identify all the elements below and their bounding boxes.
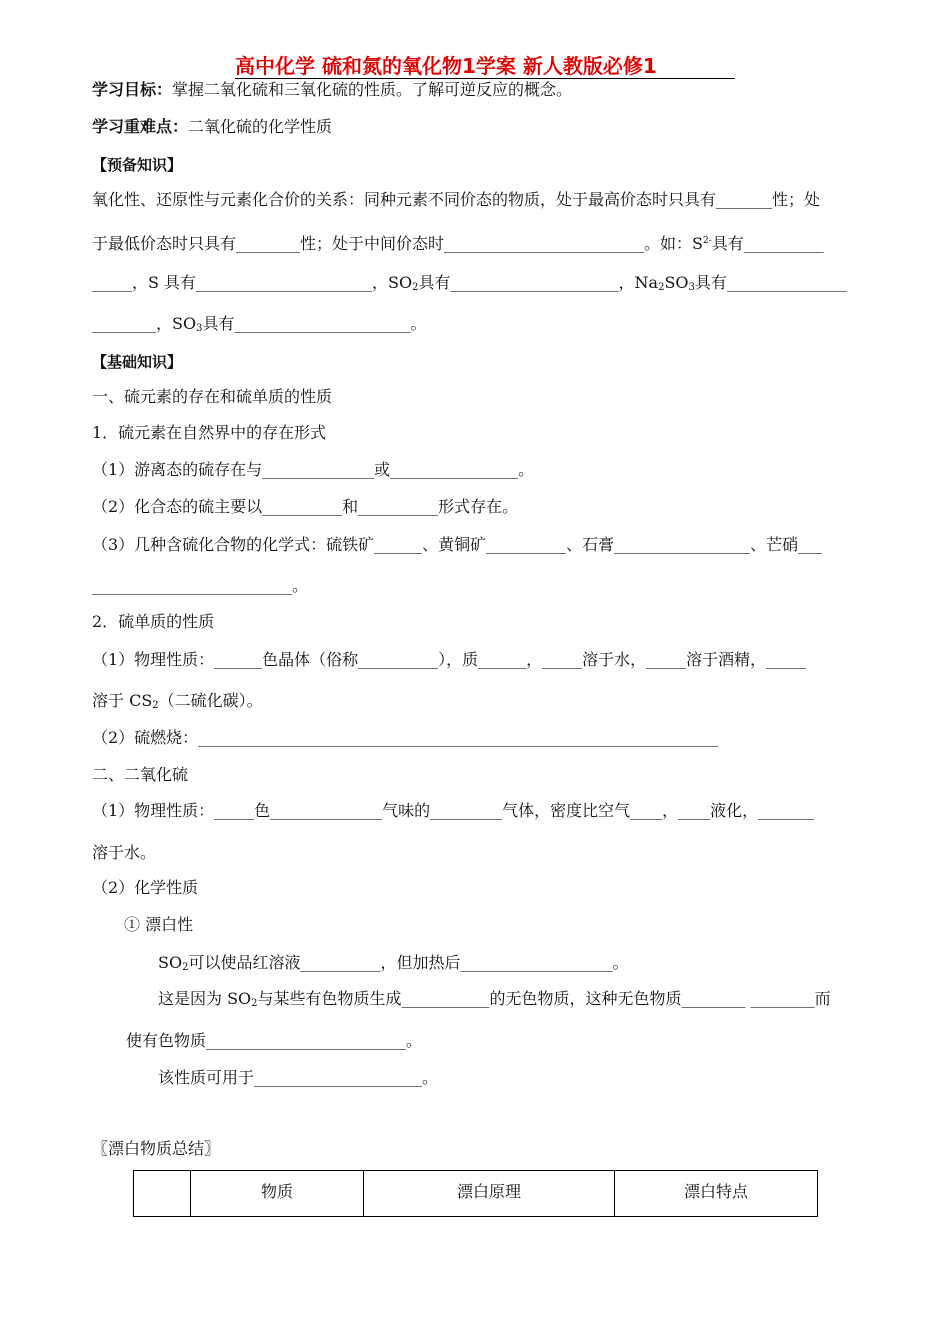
item-2-2-b-text-b: 可以使品红溶液__________，但加热后___________________。 [188,953,629,972]
table-header-cell: 物质 [191,1171,364,1217]
prep-line-4-text: ________，SO [92,314,197,333]
item-1-1-c: （3）几种含硫化合物的化学式：硫铁矿______、黄铜矿__________、石膏_________________、芒硝___ [92,535,823,554]
prep-line-3-text: _____，S 具有______________________，SO [92,273,413,292]
subscript: 3 [688,282,695,293]
item-1-2-a-cont [92,691,263,716]
item-2-2-c-text-b: 与某些有色物质生成___________的无色物质，这种无色物质________ ________而 [257,989,831,1008]
item-1-1-a: （1）游离态的硫存在与______________或________________。 [92,460,535,479]
item-2-1-cont: 溶于水。 [92,843,157,862]
learning-goal [92,80,572,100]
prep-line-4-text-b: 具有______________________。 [202,314,427,333]
item-2-2-c-text: 这是因为 SO [158,989,252,1008]
item-2-1: （1）物理性质：_____色______________气味的_________气体，密度比空气____，____液化，_______ [92,801,815,820]
learning-goal-label: 学习目标： [92,80,173,99]
basic-heading: 【基础知识】 [92,353,183,371]
subscript: 2 [182,962,189,973]
key-point-label: 学习重难点： [92,117,189,136]
item-1-1-c-cont: _________________________。 [92,576,309,595]
subsection-1-2: 2．硫单质的性质 [92,612,215,631]
summary-heading: 〖漂白物质总结〗 [92,1139,221,1158]
key-point [92,117,332,137]
subscript: 2 [658,282,665,293]
prep-line-1: 氧化性、还原性与元素化合价的关系：同种元素不同价态的物质，处于最高价态时只具有_______性；处 [92,190,821,209]
learning-goal-text: 掌握二氧化硫和三氧化硫的性质。了解可逆反应的概念。 [172,80,573,99]
prep-line-2-text: 于最低价态时只具有________性；处于中间价态时_________________________。如：S [92,234,703,253]
item-2-2: （2）化学性质 [92,878,199,897]
prep-line-2-text-b: 具有__________ [711,234,824,253]
subscript: 2 [152,700,159,711]
prep-line-3-text-c: SO [664,273,689,292]
prep-line-2 [92,231,824,254]
table-header-cell: 漂白原理 [364,1171,615,1217]
item-1-1-b: （2）化合态的硫主要以__________和__________形式存在。 [92,497,519,516]
item-2-2-e: 该性质可用于_____________________。 [158,1068,439,1087]
prep-line-3 [92,273,847,298]
item-2-2-d: 使有色物质_________________________。 [126,1031,423,1050]
key-point-text: 二氧化硫的化学性质 [188,117,333,136]
item-2-2-b-text: SO [158,953,183,972]
table-header-row [134,1171,818,1217]
section-1-heading: 一、硫元素的存在和硫单质的性质 [92,387,333,406]
item-1-2-a: （1）物理性质：______色晶体（俗称__________），质______，_____溶于水，_____溶于酒精，_____ [92,650,807,669]
table-header-cell [134,1171,191,1217]
prep-line-3-text-b: 具有_____________________，Na [418,273,659,292]
section-2-heading: 二、二氧化硫 [92,765,189,784]
table-header-cell: 漂白特点 [615,1171,818,1217]
subscript: 2 [412,282,419,293]
subscript: 2 [251,998,258,1009]
item-1-2-a-cont-text: 溶于 CS [92,691,153,710]
item-2-2-a: ① 漂白性 [124,915,194,934]
item-2-2-c [158,989,831,1014]
prep-heading: 【预备知识】 [92,156,183,174]
bleach-summary-table [133,1170,818,1217]
prep-line-4 [92,314,426,339]
item-1-2-b: （2）硫燃烧：_________________________________________________________________ [92,728,719,747]
page-title: 高中化学 硫和氮的氧化物1学案 新人教版必修1 [235,50,735,79]
subscript: 3 [196,323,203,334]
item-2-2-b [158,953,628,978]
superscript: 2- [702,236,712,246]
item-1-2-a-cont-text-b: （二硫化碳）。 [158,691,263,710]
subsection-1-1: 1．硫元素在自然界中的存在形式 [92,423,327,442]
prep-line-3-text-d: 具有_______________ [694,273,847,292]
